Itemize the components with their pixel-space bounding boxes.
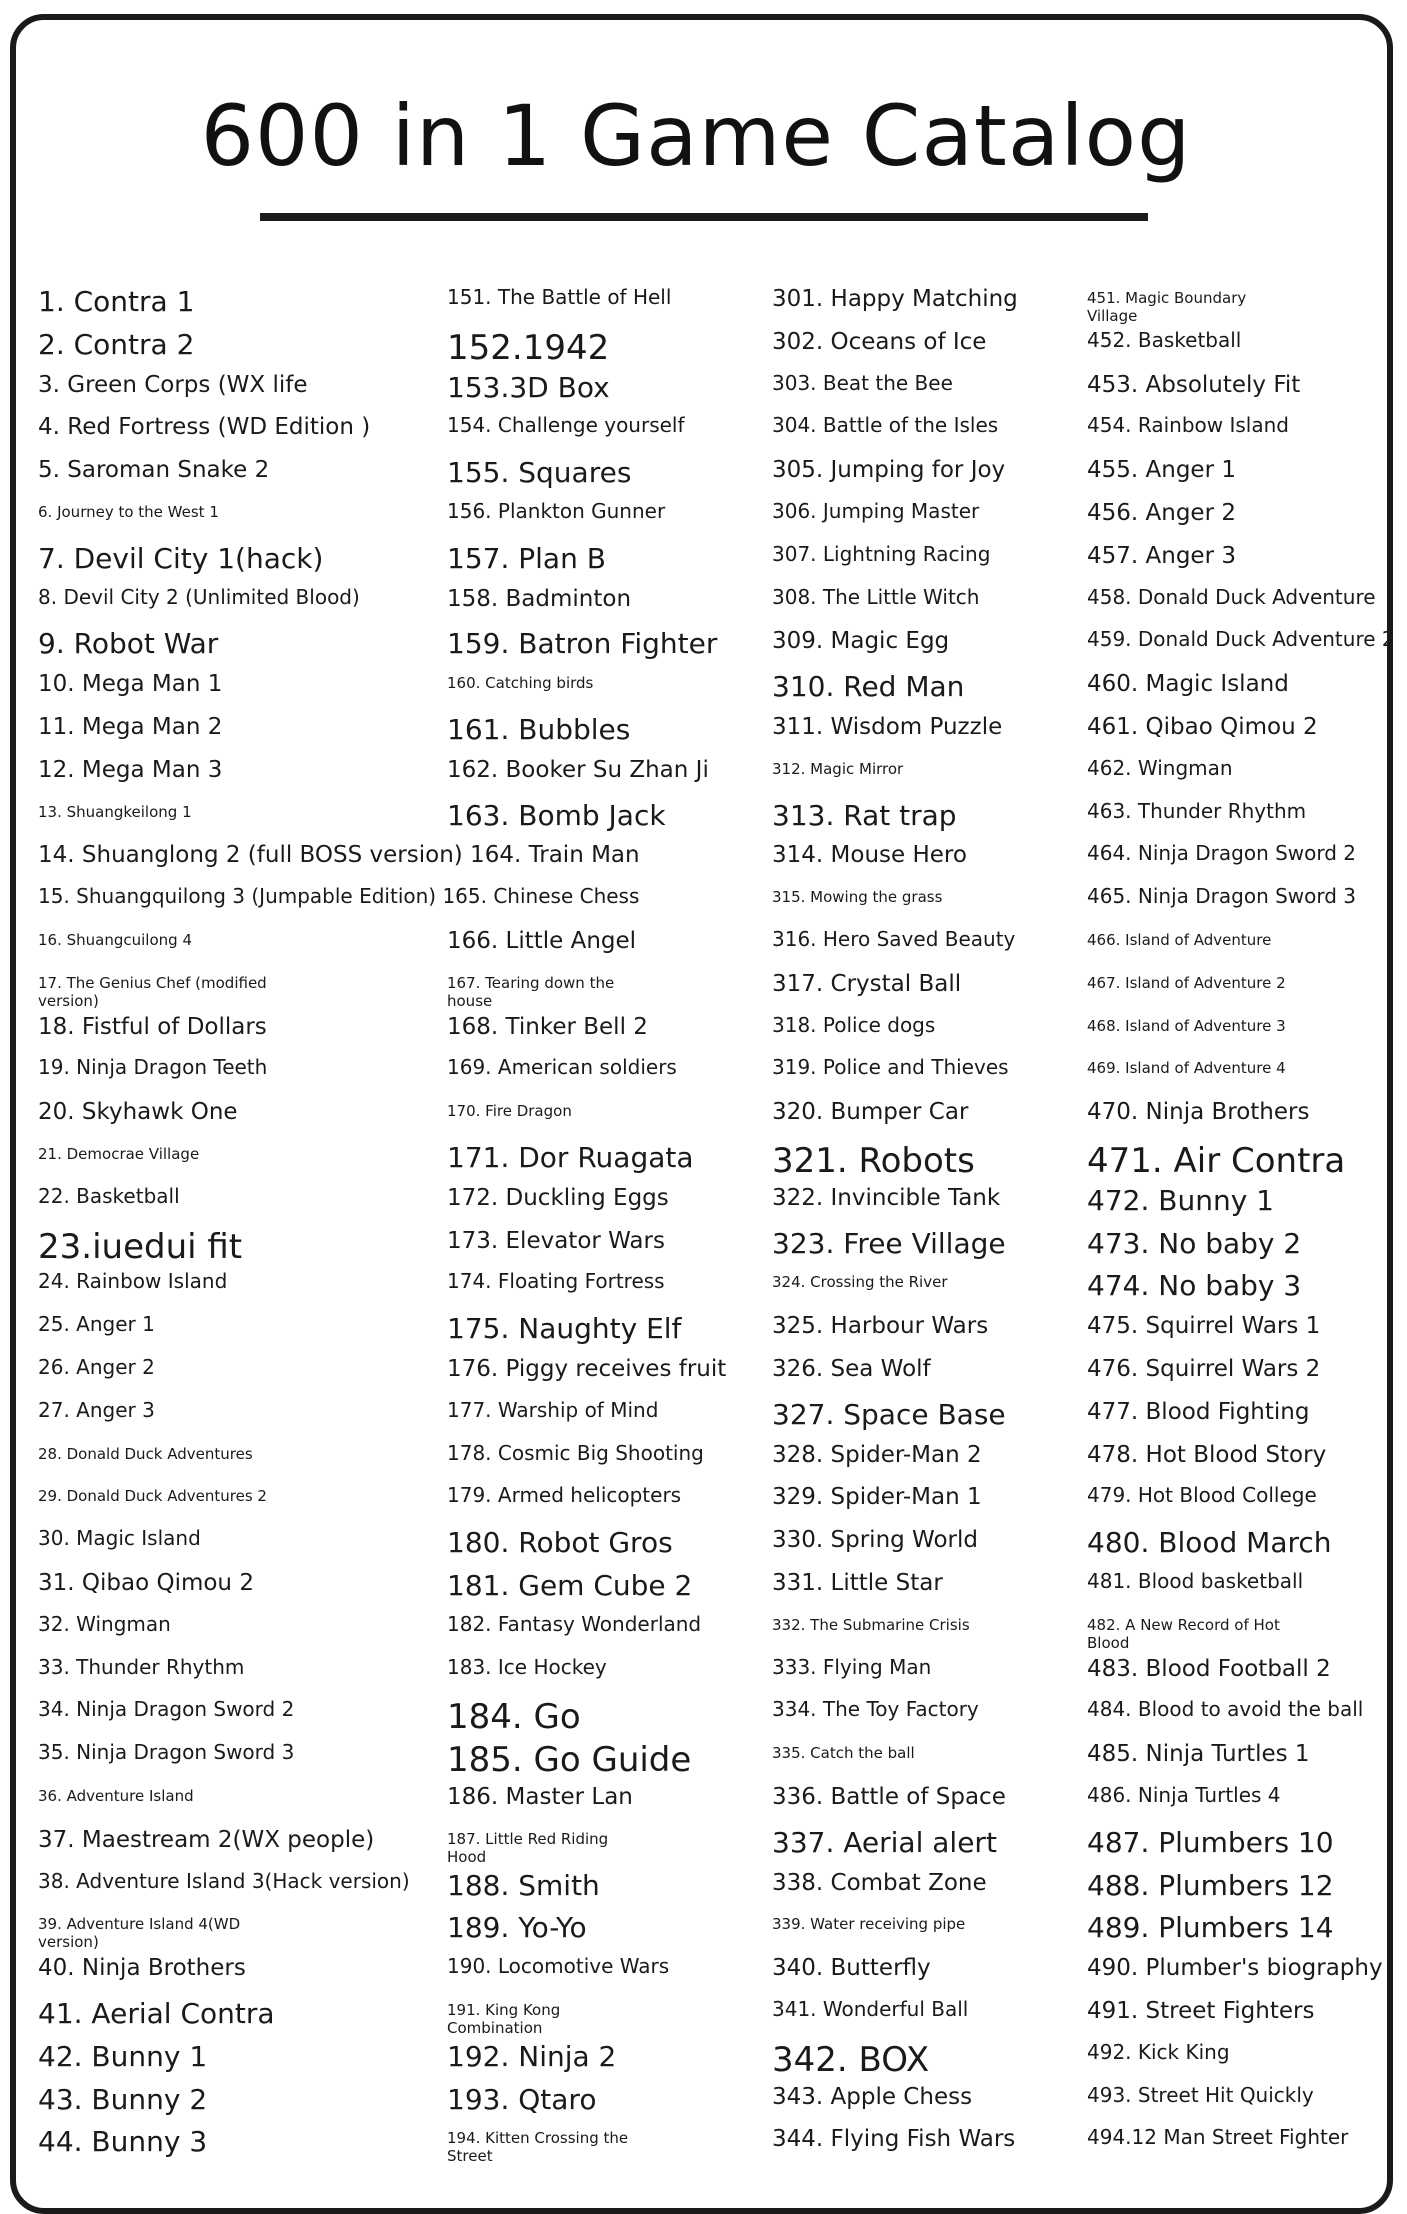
game-entry: 18. Fistful of Dollars [38, 1013, 267, 1040]
game-entry: 463. Thunder Rhythm [1087, 798, 1307, 823]
game-entry: 33. Thunder Rhythm [38, 1654, 245, 1679]
game-entry: 477. Blood Fighting [1087, 1398, 1310, 1425]
game-entry: 491. Street Fighters [1087, 1998, 1315, 2024]
game-entry: 305. Jumping for Joy [772, 457, 1006, 484]
game-entry: 184. Go [447, 1697, 581, 1738]
game-entry: 166. Little Angel [447, 928, 637, 954]
game-entry: 344. Flying Fish Wars [772, 2126, 1016, 2153]
game-entry: 314. Mouse Hero [772, 842, 967, 869]
game-entry: 466. Island of Adventure [1087, 931, 1272, 949]
game-entry: 331. Little Star [772, 1570, 943, 1596]
game-entry: 23.iuedui fit [38, 1226, 243, 1267]
game-entry: 476. Squirrel Wars 2 [1087, 1356, 1321, 1382]
game-entry: 21. Democrae Village [38, 1145, 200, 1163]
game-entry: 159. Batron Fighter [447, 627, 718, 661]
game-entry: 334. The Toy Factory [772, 1697, 979, 1722]
game-entry: 302. Oceans of Ice [772, 328, 987, 355]
game-entry: 486. Ninja Turtles 4 [1087, 1783, 1281, 1807]
game-entry: 15. Shuangquilong 3 (Jumpable Edition) 165. Chinese Chess [38, 884, 640, 909]
game-entry: 325. Harbour Wars [772, 1313, 989, 1340]
game-entry: 462. Wingman [1087, 755, 1233, 780]
game-entry: 487. Plumbers 10 [1087, 1825, 1334, 1859]
game-entry: 6. Journey to the West 1 [38, 503, 219, 521]
title-underline [260, 213, 1148, 221]
game-entry: 483. Blood Football 2 [1087, 1655, 1331, 1682]
game-entry: 27. Anger 3 [38, 1397, 155, 1422]
game-entry: 461. Qibao Qimou 2 [1087, 714, 1318, 740]
game-entry: 32. Wingman [38, 1611, 171, 1636]
game-entry: 16. Shuangcuilong 4 [38, 931, 192, 949]
game-entry: 151. The Battle of Hell [447, 285, 672, 309]
game-entry: 187. Little Red Riding Hood [447, 1829, 609, 1866]
game-entry: 17. The Genius Chef (modified version) [38, 973, 267, 1010]
game-entry: 308. The Little Witch [772, 584, 980, 609]
game-entry: 456. Anger 2 [1087, 500, 1236, 526]
game-entry: 333. Flying Man [772, 1654, 932, 1679]
game-entry: 312. Magic Mirror [772, 759, 904, 778]
game-entry: 175. Naughty Elf [447, 1312, 682, 1346]
game-entry: 459. Donald Duck Adventure 2 [1087, 627, 1395, 652]
game-entry: 41. Aerial Contra [38, 1997, 275, 2030]
game-entry: 307. Lightning Racing [772, 541, 991, 566]
game-entry: 341. Wonderful Ball [772, 1997, 969, 2021]
game-entry: 337. Aerial alert [772, 1825, 997, 1859]
game-entry: 457. Anger 3 [1087, 542, 1236, 569]
game-entry: 176. Piggy receives fruit [447, 1356, 727, 1382]
game-entry: 168. Tinker Bell 2 [447, 1013, 648, 1040]
game-entry: 181. Gem Cube 2 [447, 1569, 693, 1602]
game-entry: 472. Bunny 1 [1087, 1183, 1274, 1217]
game-entry: 304. Battle of the Isles [772, 413, 999, 438]
game-entry: 11. Mega Man 2 [38, 714, 223, 740]
game-entry: 191. King Kong Combination [447, 2001, 561, 2037]
game-entry: 327. Space Base [772, 1397, 1006, 1431]
game-entry: 482. A New Record of Hot Blood [1087, 1615, 1280, 1652]
game-entry: 13. Shuangkeilong 1 [38, 802, 192, 821]
game-entry: 490. Plumber's biography [1087, 1955, 1383, 1982]
game-entry: 5. Saroman Snake 2 [38, 457, 270, 484]
game-entry: 453. Absolutely Fit [1087, 371, 1301, 398]
game-entry: 492. Kick King [1087, 2039, 1230, 2064]
game-entry: 467. Island of Adventure 2 [1087, 973, 1286, 992]
game-entry: 320. Bumper Car [772, 1099, 969, 1126]
game-entry: 484. Blood to avoid the ball [1087, 1697, 1364, 1722]
game-entry: 336. Battle of Space [772, 1784, 1006, 1810]
game-entry: 311. Wisdom Puzzle [772, 714, 1003, 740]
game-entry: 14. Shuanglong 2 (full BOSS version) 164. Train Man [38, 842, 640, 869]
game-entry: 315. Mowing the grass [772, 888, 943, 907]
game-entry: 37. Maestream 2(WX people) [38, 1826, 375, 1853]
game-entry: 338. Combat Zone [772, 1869, 987, 1896]
game-entry: 2. Contra 2 [38, 327, 195, 361]
game-entry: 343. Apple Chess [772, 2083, 973, 2110]
game-entry: 10. Mega Man 1 [38, 671, 223, 698]
game-entry: 192. Ninja 2 [447, 2039, 617, 2073]
game-entry: 179. Armed helicopters [447, 1483, 682, 1508]
game-entry: 155. Squares [447, 456, 632, 490]
game-entry: 44. Bunny 3 [38, 2125, 208, 2159]
game-entry: 186. Master Lan [447, 1784, 633, 1810]
game-entry: 455. Anger 1 [1087, 457, 1236, 484]
game-entry: 316. Hero Saved Beauty [772, 927, 1016, 951]
game-entry: 474. No baby 3 [1087, 1269, 1302, 1303]
game-entry: 470. Ninja Brothers [1087, 1099, 1310, 1126]
game-entry: 319. Police and Thieves [772, 1055, 1009, 1080]
game-entry: 324. Crossing the River [772, 1273, 948, 1292]
game-entry: 471. Air Contra [1087, 1141, 1346, 1181]
game-entry: 157. Plan B [447, 541, 606, 575]
game-entry: 29. Donald Duck Adventures 2 [38, 1487, 267, 1506]
game-entry: 306. Jumping Master [772, 499, 980, 523]
game-entry: 25. Anger 1 [38, 1312, 155, 1337]
game-list [0, 285, 1407, 2178]
game-entry: 28. Donald Duck Adventures [38, 1444, 253, 1463]
game-entry: 185. Go Guide [447, 1740, 692, 1781]
game-entry: 339. Water receiving pipe [772, 1915, 966, 1934]
game-entry: 340. Butterfly [772, 1955, 931, 1982]
game-entry: 464. Ninja Dragon Sword 2 [1087, 841, 1357, 866]
game-entry: 4. Red Fortress (WD Edition ) [38, 414, 371, 441]
game-entry: 488. Plumbers 12 [1087, 1868, 1334, 1902]
game-entry: 8. Devil City 2 (Unlimited Blood) [38, 584, 360, 609]
game-entry: 20. Skyhawk One [38, 1099, 238, 1126]
game-entry: 313. Rat trap [772, 798, 957, 832]
game-entry: 180. Robot Gros [447, 1526, 673, 1560]
game-entry: 323. Free Village [772, 1226, 1006, 1260]
game-entry: 190. Locomotive Wars [447, 1954, 670, 1979]
game-entry: 454. Rainbow Island [1087, 413, 1289, 438]
game-entry: 318. Police dogs [772, 1012, 936, 1037]
game-entry: 493. Street Hit Quickly [1087, 2082, 1314, 2107]
game-entry: 321. Robots [772, 1141, 975, 1181]
game-entry: 310. Red Man [772, 670, 965, 704]
game-entry: 458. Donald Duck Adventure [1087, 584, 1376, 609]
game-entry: 494.12 Man Street Fighter [1087, 2125, 1349, 2150]
game-entry: 332. The Submarine Crisis [772, 1615, 970, 1634]
game-entry: 328. Spider-Man 2 [772, 1441, 982, 1468]
game-entry: 480. Blood March [1087, 1526, 1332, 1560]
game-entry: 452. Basketball [1087, 327, 1242, 352]
game-entry: 9. Robot War [38, 627, 219, 661]
game-entry: 178. Cosmic Big Shooting [447, 1440, 704, 1465]
game-entry: 303. Beat the Bee [772, 370, 953, 395]
game-entry: 43. Bunny 2 [38, 2082, 208, 2116]
game-entry: 39. Adventure Island 4(WD version) [38, 1915, 241, 1952]
game-entry: 451. Magic Boundary Village [1087, 289, 1247, 325]
game-entry: 26. Anger 2 [38, 1355, 155, 1379]
game-entry: 35. Ninja Dragon Sword 3 [38, 1740, 295, 1765]
game-entry: 31. Qibao Qimou 2 [38, 1570, 254, 1596]
game-entry: 12. Mega Man 3 [38, 756, 223, 783]
game-entry: 171. Dor Ruagata [447, 1141, 694, 1174]
game-entry: 154. Challenge yourself [447, 413, 685, 438]
game-entry: 152.1942 [447, 327, 610, 368]
game-entry: 3. Green Corps (WX life [38, 371, 308, 398]
game-entry: 1. Contra 1 [38, 285, 195, 318]
game-entry: 167. Tearing down the house [447, 973, 615, 1010]
game-entry: 34. Ninja Dragon Sword 2 [38, 1697, 295, 1722]
game-entry: 478. Hot Blood Story [1087, 1441, 1327, 1468]
game-entry: 7. Devil City 1(hack) [38, 541, 324, 575]
game-entry: 163. Bomb Jack [447, 798, 666, 832]
game-entry: 188. Smith [447, 1868, 600, 1902]
game-entry: 30. Magic Island [38, 1526, 201, 1551]
game-entry: 162. Booker Su Zhan Ji [447, 756, 709, 783]
game-entry: 460. Magic Island [1087, 671, 1289, 698]
game-entry: 326. Sea Wolf [772, 1356, 931, 1382]
game-entry: 169. American soldiers [447, 1055, 677, 1080]
game-entry: 193. Qtaro [447, 2082, 597, 2116]
game-entry: 301. Happy Matching [772, 286, 1018, 312]
game-entry: 173. Elevator Wars [447, 1227, 665, 1254]
game-entry: 485. Ninja Turtles 1 [1087, 1741, 1310, 1768]
game-entry: 465. Ninja Dragon Sword 3 [1087, 884, 1357, 909]
game-entry: 309. Magic Egg [772, 628, 950, 655]
game-entry: 174. Floating Fortress [447, 1269, 665, 1294]
game-entry: 42. Bunny 1 [38, 2039, 208, 2073]
game-entry: 489. Plumbers 14 [1087, 1911, 1334, 1945]
game-entry: 40. Ninja Brothers [38, 1955, 246, 1982]
game-entry: 22. Basketball [38, 1183, 180, 1208]
game-entry: 160. Catching birds [447, 674, 594, 693]
game-entry: 473. No baby 2 [1087, 1226, 1302, 1260]
game-entry: 156. Plankton Gunner [447, 499, 666, 523]
game-entry: 475. Squirrel Wars 1 [1087, 1313, 1321, 1340]
game-entry: 24. Rainbow Island [38, 1269, 228, 1294]
game-entry: 342. BOX [772, 2039, 930, 2080]
game-entry: 322. Invincible Tank [772, 1184, 1001, 1211]
game-entry: 177. Warship of Mind [447, 1397, 659, 1422]
game-entry: 19. Ninja Dragon Teeth [38, 1055, 268, 1080]
game-entry: 330. Spring World [772, 1527, 978, 1554]
game-entry: 189. Yo-Yo [447, 1911, 587, 1945]
game-entry: 183. Ice Hockey [447, 1654, 607, 1679]
game-entry: 38. Adventure Island 3(Hack version) [38, 1868, 410, 1893]
game-entry: 469. Island of Adventure 4 [1087, 1059, 1286, 1078]
game-entry: 172. Duckling Eggs [447, 1184, 669, 1211]
game-entry: 479. Hot Blood College [1087, 1483, 1317, 1508]
page-title: 600 in 1 Game Catalog [200, 87, 1192, 185]
game-entry: 161. Bubbles [447, 713, 631, 746]
game-entry: 170. Fire Dragon [447, 1102, 572, 1121]
game-entry: 335. Catch the ball [772, 1744, 915, 1763]
game-entry: 158. Badminton [447, 585, 632, 612]
game-entry: 468. Island of Adventure 3 [1087, 1016, 1286, 1035]
game-entry: 481. Blood basketball [1087, 1569, 1304, 1593]
game-entry: 36. Adventure Island [38, 1787, 194, 1805]
game-entry: 329. Spider-Man 1 [772, 1484, 982, 1511]
game-entry: 182. Fantasy Wonderland [447, 1611, 702, 1636]
game-entry: 194. Kitten Crossing the Street [447, 2129, 629, 2166]
game-entry: 153.3D Box [447, 370, 610, 404]
game-entry: 317. Crystal Ball [772, 970, 962, 997]
